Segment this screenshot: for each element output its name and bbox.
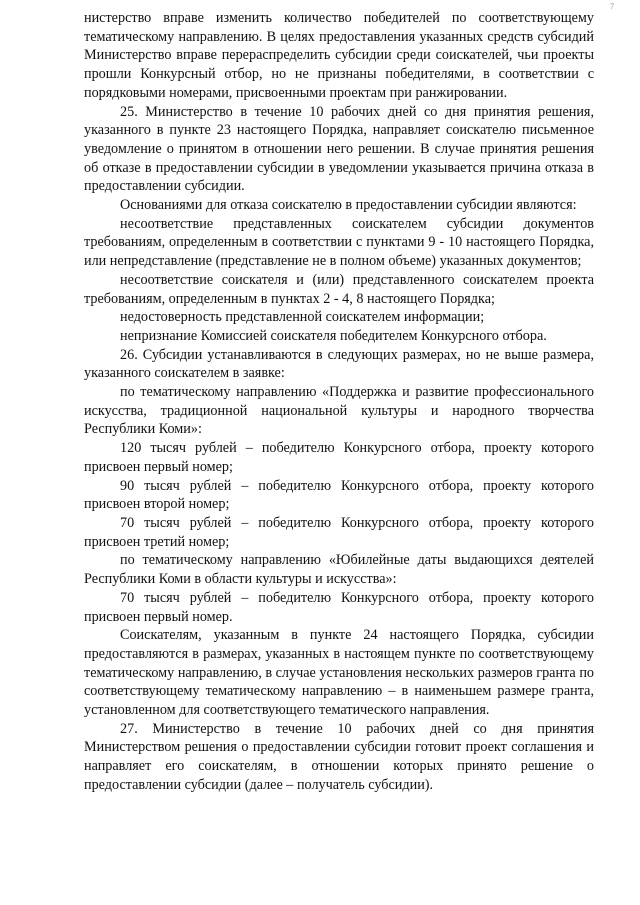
page-corner-mark: 7 — [610, 2, 614, 11]
refusal-ground-3: недостоверность представленной соискателем информации; — [120, 309, 485, 326]
thematic-direction-1: по тематическому направлению «Поддержка и развитие профессионального искусства, традиционной национальной культуры и народного творчества Республики Коми»: — [84, 384, 594, 438]
refusal-ground-1: несоответствие представленных соискателем субсидии документов требованиям, определенным в соответствии с пунктами 9 - 10 настоящего Порядка, или непредставление (представление не в полном объеме) указанных документов; — [84, 215, 594, 270]
paragraph-continuation: нистерство вправе изменить количество победителей по соответствующему тематическому направлению. В целях предоставления указанных средств субсидий Министерство вправе перераспределить субсидии среди соискателей, чьи проекты прошли Конкурсный отбор, но не признаны победителями, в соответствии с порядковыми номерами, присвоенными проектам при ранжировании. — [84, 10, 594, 101]
document-body — [84, 9, 594, 795]
paragraph-item-26: 26. Субсидии устанавливаются в следующих размерах, но не выше размера, указанного соискателем в заявке: — [84, 346, 594, 382]
refusal-ground-2: несоответствие соискателя и (или) представленного соискателем проекта требованиям, определенным в пунктах 2 - 4, 8 настоящего Порядка; — [84, 271, 594, 307]
paragraph-applicants-24: Соискателям, указанным в пункте 24 настоящего Порядка, субсидии предоставляются в размерах, указанных в настоящем пункте по соответствующему тематическому направлению, в случае установления нескольких размеров гранта по соответствующему тематическому направлению – в наименьшем размере гранта, установленном для соответствующего тематического направления. — [84, 627, 594, 719]
thematic-direction-2: по тематическому направлению «Юбилейные даты выдающихся деятелей Республики Коми в области культуры и искусства»: — [84, 552, 594, 588]
paragraph-item-27: 27. Министерство в течение 10 рабочих дней со дня принятия Министерством решения о предоставлении субсидии готовит проект соглашения и направляет его соискателям, в отношении которых принято решение о предоставлении субсидии (далее – получатель субсидии). — [84, 720, 594, 793]
amount-90: 90 тысяч рублей – победителю Конкурсного отбора, проекту которого присвоен второй номер; — [84, 477, 594, 513]
refusal-ground-4: непризнание Комиссией соискателя победителем Конкурсного отбора. — [120, 327, 547, 344]
paragraph-item-25: 25. Министерство в течение 10 рабочих дней со дня принятия решения, указанного в пункте 23 настоящего Порядка, направляет соискателю письменное уведомление о принятом в отношении него решении. В случае принятия решения об отказе в предоставлении субсидии в уведомлении указывается причина отказа в предоставлении субсидии. — [84, 103, 594, 195]
amount-120: 120 тысяч рублей – победителю Конкурсного отбора, проекту которого присвоен первый номер; — [84, 440, 594, 475]
amount-70-first: 70 тысяч рублей – победителю Конкурсного отбора, проекту которого присвоен первый номер. — [84, 589, 594, 625]
paragraph-refusal-grounds: Основаниями для отказа соискателю в предоставлении субсидии являются: — [120, 197, 577, 214]
amount-70-third: 70 тысяч рублей – победителю Конкурсного отбора, проекту которого присвоен третий номер; — [84, 514, 594, 550]
